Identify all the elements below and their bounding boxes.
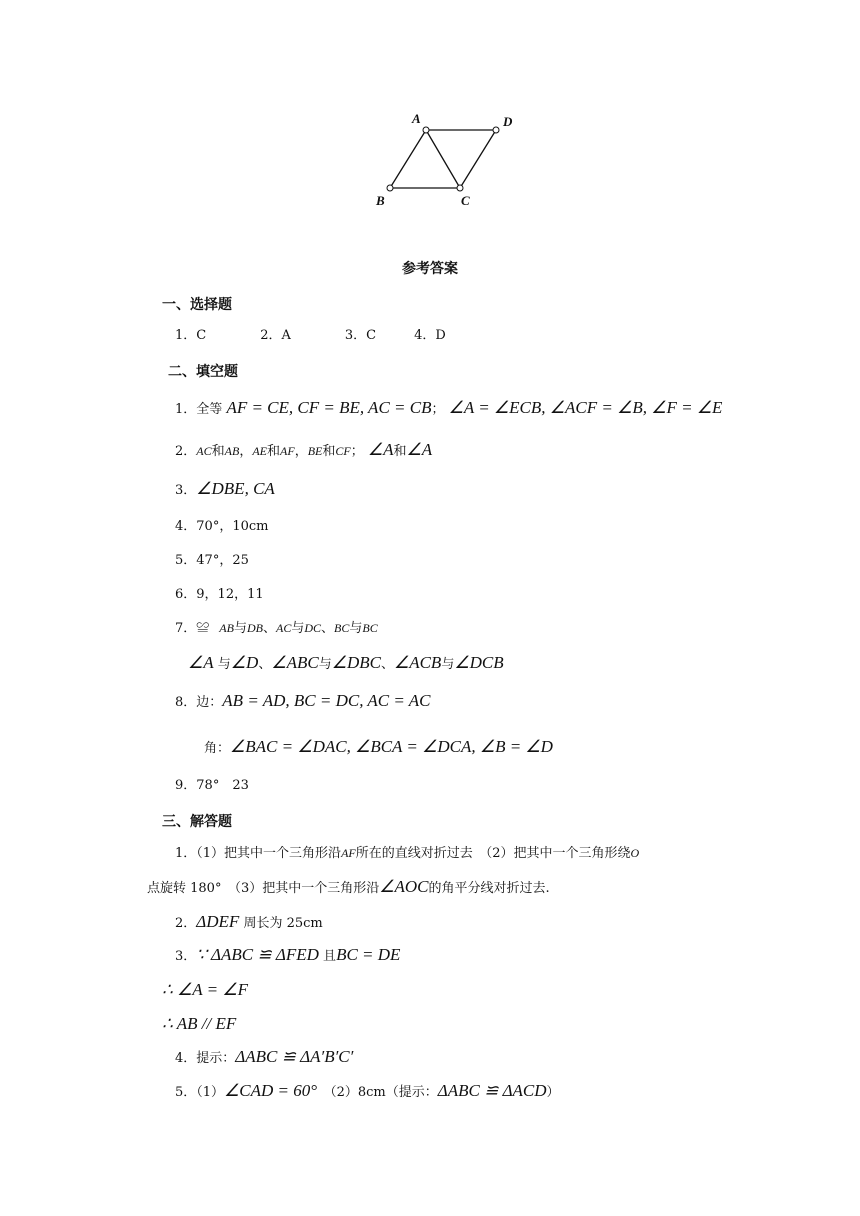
text-span: 、 bbox=[258, 657, 272, 672]
text-span: 2． bbox=[175, 444, 197, 459]
text-span: 与 bbox=[349, 621, 363, 636]
text-span: ∠CAD = 60° bbox=[224, 1081, 318, 1100]
solve-q4 bbox=[175, 1048, 353, 1065]
choice-answer: 2．A bbox=[260, 328, 291, 343]
text-span: ∵ ΔABC ≌ ΔFED bbox=[196, 945, 319, 964]
choice-answer: 1．C bbox=[175, 328, 207, 343]
text-span: 5． bbox=[175, 553, 197, 568]
section2-heading: 二、填空题 bbox=[168, 364, 238, 380]
fill-q3 bbox=[175, 480, 275, 497]
text-span: 3． bbox=[175, 949, 197, 964]
text-span: 和 bbox=[322, 444, 336, 459]
text-span: 9． bbox=[175, 778, 197, 793]
text-span: ∠A bbox=[367, 440, 394, 459]
text-span: ∠ACB bbox=[393, 653, 442, 672]
text-span: ； bbox=[350, 444, 364, 459]
text-span: BE bbox=[307, 444, 323, 458]
segment-ac bbox=[426, 130, 460, 188]
text-span: BC bbox=[334, 621, 350, 635]
text-span: 6． bbox=[175, 587, 197, 602]
solve-q3-line3 bbox=[162, 1015, 236, 1032]
text-span: AF bbox=[341, 846, 356, 860]
choice-answer: 4．D bbox=[414, 328, 446, 343]
label-b: B bbox=[376, 193, 385, 208]
fill-q5 bbox=[175, 554, 249, 567]
text-span: 7． bbox=[175, 621, 197, 636]
text-span: AB bbox=[224, 444, 240, 458]
page-title: 参考答案 bbox=[402, 261, 458, 277]
solve-q3-line2 bbox=[162, 981, 248, 998]
label-c: C bbox=[461, 193, 470, 208]
text-span: 、 bbox=[321, 621, 335, 636]
choice-answer: 3．C bbox=[344, 328, 377, 343]
text-span: 所在的直线对折过去 （2）把其中一个三角形绕 bbox=[355, 846, 631, 861]
text-span: AF bbox=[280, 444, 295, 458]
text-span: ， bbox=[294, 444, 308, 459]
text-span: 和 bbox=[211, 444, 225, 459]
text-span: 角： bbox=[204, 741, 231, 756]
text-span: 3． bbox=[175, 483, 197, 498]
solve-q3 bbox=[175, 946, 400, 963]
text-span: O bbox=[630, 846, 640, 860]
solve-q1-line2 bbox=[147, 878, 550, 895]
section3-heading: 三、解答题 bbox=[162, 814, 232, 830]
text-span: 和 bbox=[393, 444, 407, 459]
text-span: 边： bbox=[196, 695, 223, 710]
text-span: 全等 bbox=[196, 402, 223, 417]
text-span: ∠DBC bbox=[331, 653, 381, 672]
text-span: 点旋转 180° （3）把其中一个三角形沿 bbox=[147, 881, 380, 896]
text-span: AC bbox=[196, 444, 212, 458]
text-span: （1） bbox=[196, 1085, 225, 1100]
point-c bbox=[457, 185, 463, 191]
solve-q5 bbox=[175, 1082, 560, 1099]
text-span: ∠ABC bbox=[271, 653, 319, 672]
text-span: 8． bbox=[175, 695, 197, 710]
text-span: ∠BAC = ∠DAC, ∠BCA = ∠DCA, ∠B = ∠D bbox=[230, 737, 553, 756]
point-b bbox=[387, 185, 393, 191]
fill-q8-line2 bbox=[204, 738, 553, 755]
parallelogram-figure bbox=[370, 108, 530, 218]
fill-q1 bbox=[175, 399, 722, 416]
fill-q7-line2 bbox=[188, 654, 504, 671]
text-span: BC = DE bbox=[336, 945, 401, 964]
label-d: D bbox=[503, 114, 513, 129]
text-span: ， bbox=[239, 444, 253, 459]
text-span: （2）8cm（提示： bbox=[317, 1085, 438, 1100]
text-span: ∠AOC bbox=[379, 877, 429, 896]
text-span: 5． bbox=[175, 1085, 197, 1100]
solve-q1 bbox=[175, 847, 639, 860]
text-span: 9，12，11 bbox=[196, 587, 264, 602]
text-span: 与 bbox=[291, 621, 305, 636]
text-span: ∠D bbox=[230, 653, 259, 672]
text-span: 、 bbox=[262, 621, 276, 636]
text-span: BC bbox=[362, 621, 378, 635]
text-span: 周长为 25cm bbox=[243, 916, 323, 931]
text-span: 1． bbox=[175, 846, 197, 861]
text-span: ∠DCB bbox=[454, 653, 504, 672]
text-span: DC bbox=[304, 621, 322, 635]
text-span: 4． bbox=[175, 519, 197, 534]
text-span: 与 bbox=[217, 657, 231, 672]
text-span: 与 bbox=[441, 657, 455, 672]
text-span: 1． bbox=[175, 402, 197, 417]
text-span: 和 bbox=[267, 444, 281, 459]
text-span: ∴ AB // EF bbox=[162, 1014, 237, 1033]
fill-q8 bbox=[175, 692, 431, 709]
text-span: AB = AD, BC = DC, AC = AC bbox=[222, 691, 431, 710]
text-span: 且 bbox=[323, 949, 337, 964]
text-span: AC bbox=[276, 621, 292, 635]
text-span: 2． bbox=[175, 916, 197, 931]
text-span: 47°，25 bbox=[196, 553, 249, 568]
section1-heading: 一、选择题 bbox=[162, 297, 232, 313]
text-span: 与 bbox=[233, 621, 247, 636]
text-span: ∠A bbox=[188, 653, 214, 672]
text-span: ΔABC ≌ ΔA′B′C′ bbox=[235, 1047, 354, 1066]
text-span: 的角平分线对折过去. bbox=[428, 881, 550, 896]
fill-q6 bbox=[175, 588, 264, 601]
fill-q2 bbox=[175, 441, 432, 458]
text-span: AB bbox=[219, 621, 234, 635]
text-span: ； bbox=[431, 402, 445, 417]
text-span: 、 bbox=[380, 657, 394, 672]
fill-q4 bbox=[175, 520, 268, 533]
text-span: ΔDEF bbox=[196, 912, 240, 931]
point-a bbox=[423, 127, 429, 133]
fill-q7 bbox=[175, 622, 378, 635]
point-d bbox=[493, 127, 499, 133]
text-span: ∠DBE, CA bbox=[196, 479, 275, 498]
text-span: CF bbox=[335, 444, 351, 458]
choice-answers bbox=[175, 329, 446, 342]
text-span: ∠A = ∠ECB, ∠ACF = ∠B, ∠F = ∠E bbox=[448, 398, 723, 417]
text-span: 78° 23 bbox=[196, 778, 249, 793]
text-span: ≌ bbox=[196, 621, 210, 636]
text-span: （1）把其中一个三角形沿 bbox=[196, 846, 342, 861]
text-span: DB bbox=[246, 621, 263, 635]
text-span: 4． bbox=[175, 1051, 197, 1066]
fill-q9 bbox=[175, 779, 249, 792]
text-span: AF = CE, CF = BE, AC = CB bbox=[226, 398, 432, 417]
text-span: ∴ ∠A = ∠F bbox=[162, 980, 248, 999]
text-span: ΔABC ≌ ΔACD bbox=[437, 1081, 547, 1100]
text-span: ∠A bbox=[406, 440, 433, 459]
segment-dc bbox=[460, 130, 496, 188]
text-span: ） bbox=[546, 1085, 560, 1100]
segment-ab bbox=[390, 130, 426, 188]
solve-q2 bbox=[175, 913, 323, 930]
label-a: A bbox=[412, 111, 421, 126]
text-span: AE bbox=[252, 444, 267, 458]
text-span: 提示： bbox=[196, 1051, 236, 1066]
text-span: 与 bbox=[318, 657, 332, 672]
text-span: 70°，10cm bbox=[196, 519, 269, 534]
